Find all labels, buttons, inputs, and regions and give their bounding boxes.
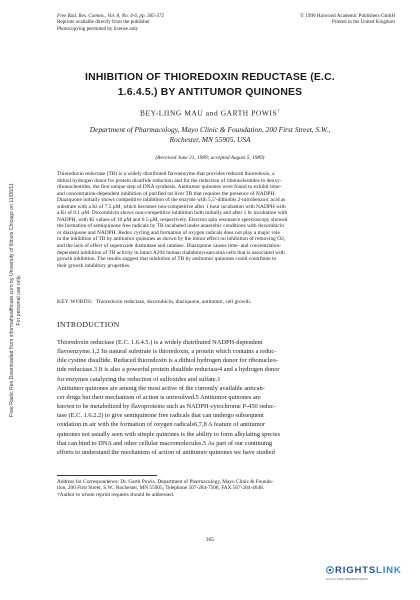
rightslink-logo[interactable] (326, 565, 410, 585)
body-text-line: oxidation in air with the formation of oxygen radicals6,7,8 A feature of antitumor (57, 421, 265, 429)
rightslink-icon (326, 566, 334, 574)
section-heading-introduction: INTRODUCTION (57, 320, 120, 329)
footnote-line: †Author to whom reprint requests should be addressed. (57, 491, 175, 498)
keywords (57, 299, 375, 305)
body-text-line: tide reductase.3 It is also a powerful protein disulfide reductase4 and a hydrogen donor (57, 366, 280, 374)
side-watermark (1, 40, 31, 560)
journal-citation: Free Rad. Res. Comms., Vol. 8, No. 4-6, pp. 365-372 (57, 13, 165, 19)
title-line: INHIBITION OF THIOREDOXIN REDUCTASE (E.C. (85, 72, 335, 83)
abstract-line: or diaziquone and NADPH. Redox cycling and formation of oxygen radicals does not play a major role (57, 229, 280, 236)
abstract-line: Diaziquone initially shows competitive inhibition of the enzyme with 5,5'-dithiobis 2-nitrobenzoic acid as (57, 197, 286, 204)
author-mark: † (277, 108, 281, 113)
affiliation-line: Department of Pharmacology, Mayo Clinic & Foundation, 200 First Street, S.W., (89, 125, 331, 134)
printed-in-line: Printed in the United Kingdom (331, 19, 395, 26)
article-title (40, 70, 380, 100)
photocopy-note: Photocopying permitted by license only (57, 25, 139, 32)
abstract-line: a Ki of 0.1 μM. Doxorubicin shows non-competitive inhibition both initially and after 1 hr incubation with (57, 210, 288, 217)
page-number: 365 (205, 537, 215, 543)
body-text-line: known to be metabolized by flavoproteins such as NADPH-cytochrome P-450 reduc- (57, 403, 276, 411)
abstract (57, 171, 375, 269)
received-dates: (Received June 21, 1989; accepted August 5, 1989) (155, 155, 265, 161)
abstract-line: the formation of semiquinone free radicals by TR incubated under anaerobic conditions with doxorubicin (57, 223, 284, 230)
keywords-text: Thioredoxin reductase, doxorubicin, diaziquone, antitumor, cell growth. (95, 299, 252, 305)
footnote-line: Address for Correspondence: Dr. Garth Powis, Department of Pharmacology, Mayo Clinic & Founda- (57, 479, 274, 485)
abstract-line: and concentration-dependent inhibition of purified rat liver TR that requires the presence of NADPH. (57, 190, 276, 197)
rightslink-text-b: LINK (376, 565, 402, 576)
abstract-line: dependent inhibition of TR activity in intact A204 human rhabdomyosarcoma cells that is associated with (57, 249, 285, 256)
abstract-line: dithiol hydrogen donor for protein disulfide reduction and for the reduction of ribonucleotides to deoxy- (57, 177, 282, 184)
body-text-line: cer drugs but their mechanism of action is unresolved.5 Antitumor quinones are (57, 393, 261, 401)
abstract-line: Thioredoxin reductase (TR) is a widely distributed flavoenzyme that provides reduced thioredoxin, a (57, 171, 275, 177)
body-text-line: Thioredoxin reductase (E.C. 1.6.4.5.) is a widely distributed NADPH-dependent (57, 339, 263, 346)
rightslink-tagline: CLICK FOR PERMISSIONS (326, 577, 368, 581)
reprints-note: Reprints available directly from the publisher (57, 19, 150, 26)
footnote-line: tion, 200 First Street, S.W., Rochester, MN 55905, Telephone 507-284-7508, FAX 507-284-4648. (57, 485, 265, 492)
author-affiliation (40, 125, 380, 145)
abstract-line: in the inhibition of TR by antitumor quinones as shown by the minor effect on inhibition of removing O2, (57, 236, 286, 243)
body-text-line: for enzymes catalyzing the reduction of sulfoxides and sulfate.1 (57, 375, 221, 383)
abstract-line: and the lack of effect of superoxide dismutase and catalase. Diaziquone causes time- and concentration- (57, 243, 281, 250)
personal-use-watermark: For personal use only. (16, 274, 22, 326)
body-text-line: ible cystine disulfide. Reduced thioredoxin is a dithiol hydrogen donor for ribonucleo- (57, 357, 278, 365)
footnotes (57, 479, 375, 498)
keywords-label: KEY WORDS: (57, 299, 94, 305)
body-text-line: quinones not usually seen with simple quinones is the ability to form alkylating species (57, 430, 281, 438)
body-text-line: flavoenzyme.1,2 Its natural substrate is thioredoxin, a protein which contains a reduc- (57, 348, 277, 356)
body-text-line: Antitumor quinones are among the most active of the currently available antican- (57, 384, 265, 392)
body-text-line: that can bind to DNA and other cellular macromolecules.5 As part of our continuing (57, 439, 273, 447)
abstract-line: substrate with a Ki of 7.5 μM, which becomes non-competitive after 1 hour incubation with NADPH with (57, 203, 286, 210)
article-authors (40, 108, 380, 117)
affiliation-line: Rochester, MN 55905, USA (169, 135, 251, 144)
title-line: 1.6.4.5.) BY ANTITUMOR QUINONES (117, 87, 303, 98)
footnote-rule (57, 475, 157, 476)
download-watermark: Free Radic Res Downloaded from informahealthcare.com by University of Illinois Chicago on 11/06/11 (9, 183, 15, 417)
introduction-body (57, 338, 375, 457)
abstract-line: growth inhibition. The results suggest that inhibition of TR by antitumor quinones could contribute to (57, 256, 277, 263)
body-text-line: tase (E.C. 1.6.2.2) to give semiquinone free radicals that can undergo subsequent (57, 412, 264, 420)
abstract-line: ribonucleotides, the first unique step of DNA synthesis. Antitumor quinones were found to exhibit time- (57, 184, 282, 191)
journal-header-left (57, 13, 227, 32)
body-text-line: efforts to understand the mechanism of action of antitumor quinones we have studied (57, 448, 275, 456)
journal-header-right (235, 13, 395, 26)
rightslink-wordmark (326, 565, 410, 576)
abstract-line: their growth inhibitory properties. (57, 262, 131, 269)
rightslink-text-a: RIGHTS (335, 565, 377, 576)
author-names: BEY-LIING MAU and GARTH POWIS (139, 108, 278, 118)
copyright-line: © 1990 Harwood Academic Publishers GmbH (300, 13, 395, 19)
abstract-line: NADPH, with Ki values of 10 μM and 0.5 μM, respectively. Electron spin resonance spectroscopy showed (57, 216, 288, 223)
